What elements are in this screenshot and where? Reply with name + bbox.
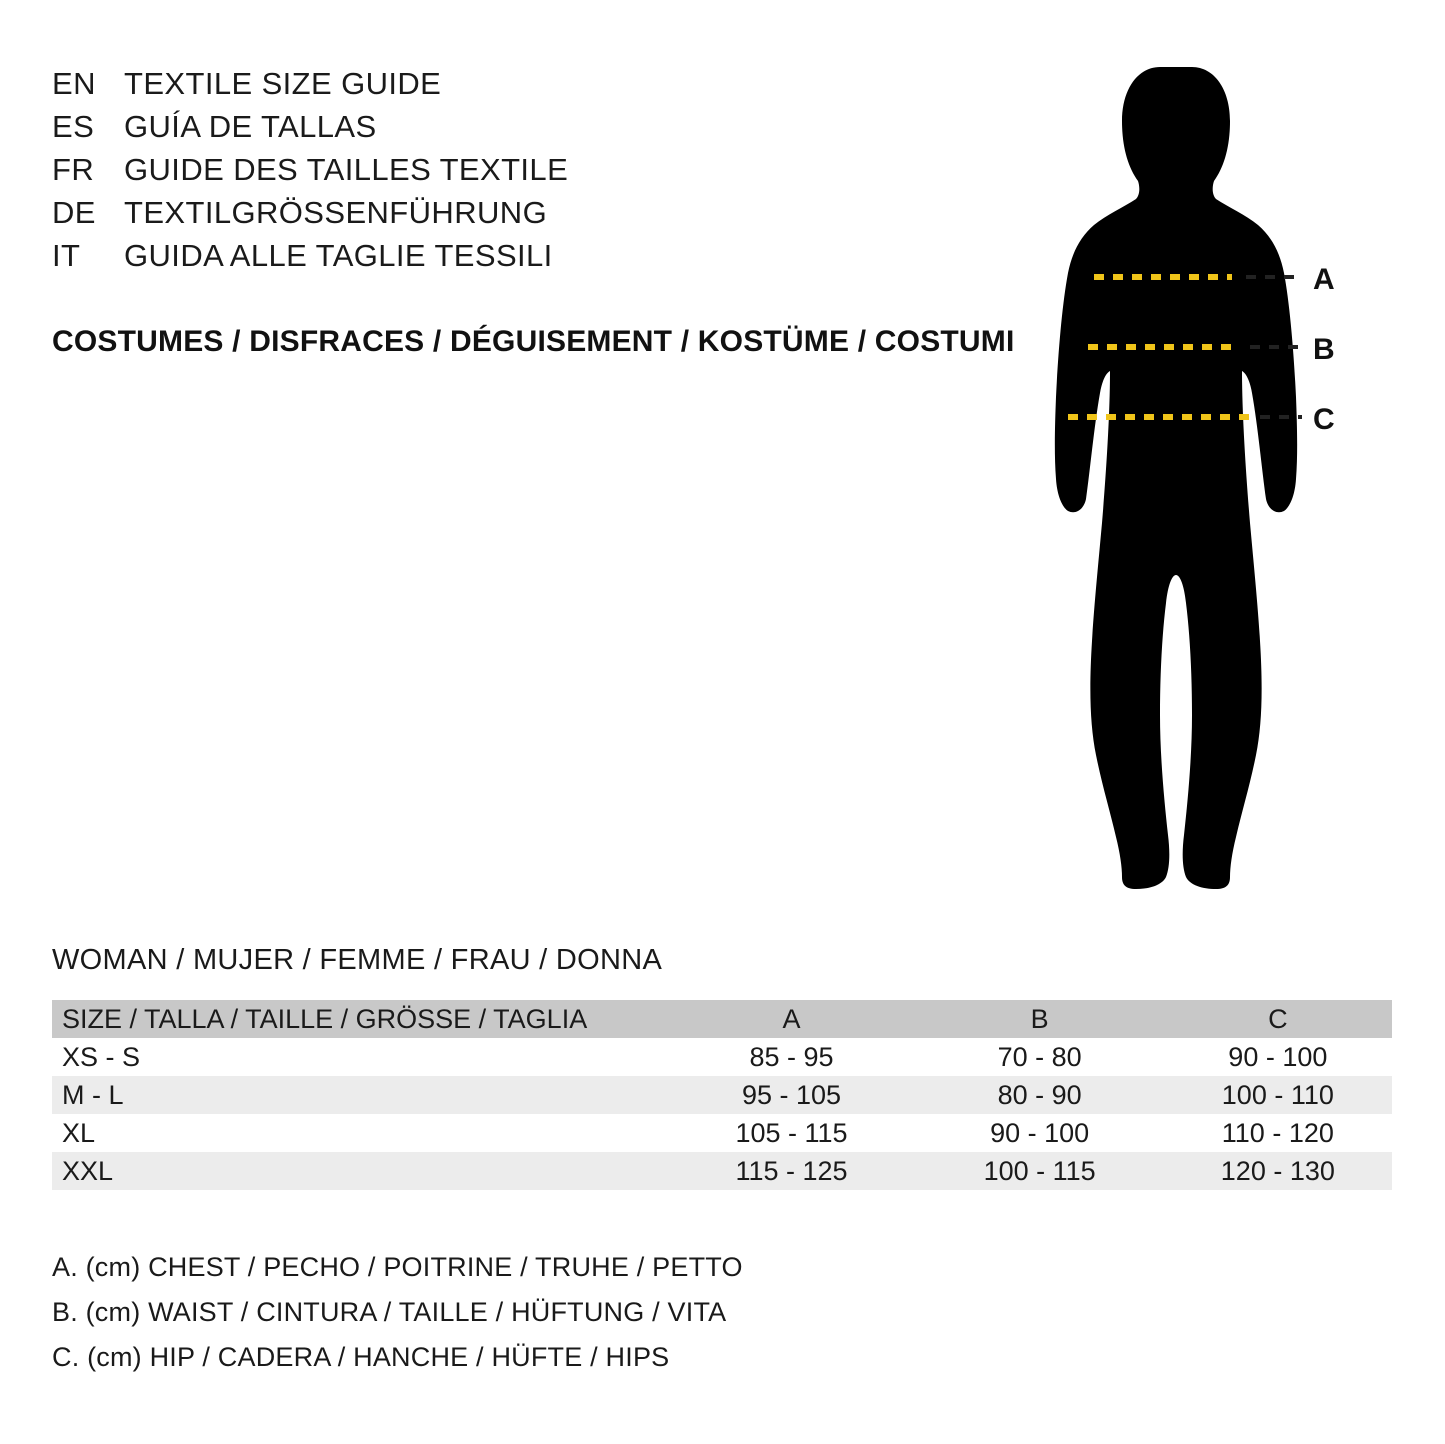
cell-size: XL [62, 1117, 96, 1148]
language-row [52, 191, 972, 234]
language-code: FR [52, 152, 95, 187]
language-row [52, 105, 972, 148]
language-row [52, 148, 972, 191]
cell-c: 120 - 130 [1220, 1155, 1335, 1186]
language-code: DE [52, 195, 96, 230]
language-title: TEXTILE SIZE GUIDE [124, 66, 442, 101]
cell-c: 110 - 120 [1221, 1117, 1334, 1148]
language-code: IT [52, 238, 81, 273]
cell-size: M - L [62, 1079, 124, 1110]
marker-label-a: A [1313, 263, 1335, 296]
column-header-size: SIZE / TALLA / TAILLE / GRÖSSE / TAGLIA [62, 1003, 588, 1034]
size-table [52, 1000, 1392, 1190]
table-title: WOMAN / MUJER / FEMME / FRAU / DONNA [52, 944, 663, 976]
measurement-notes [52, 1245, 952, 1380]
cell-b: 90 - 100 [990, 1117, 1090, 1148]
cell-size: XS - S [62, 1041, 141, 1072]
language-code: ES [52, 109, 95, 144]
cell-size: XXL [62, 1155, 114, 1186]
language-title: GUIDA ALLE TAGLIE TESSILI [124, 238, 553, 273]
table-row [52, 1152, 1392, 1190]
language-title-list [52, 62, 972, 277]
table-row [52, 1038, 1392, 1076]
cell-b: 70 - 80 [997, 1041, 1082, 1072]
table-header-row [52, 1000, 1392, 1038]
language-title: TEXTILGRÖSSENFÜHRUNG [124, 195, 548, 230]
language-row [52, 234, 972, 277]
column-header-b: B [1030, 1003, 1049, 1034]
cell-b: 80 - 90 [997, 1079, 1082, 1110]
cell-a: 115 - 125 [735, 1155, 848, 1186]
column-header-c: C [1268, 1003, 1288, 1034]
cell-a: 95 - 105 [741, 1079, 842, 1110]
note-hip: C. (cm) HIP / CADERA / HANCHE / HÜFTE / HIPS [52, 1342, 670, 1372]
figure-area [1010, 55, 1410, 895]
cell-c: 90 - 100 [1228, 1041, 1328, 1072]
cell-a: 85 - 95 [749, 1041, 834, 1072]
language-code: EN [52, 66, 96, 101]
column-header-a: A [782, 1003, 801, 1034]
language-title: GUIDE DES TAILLES TEXTILE [124, 152, 569, 187]
costumes-subtitle: COSTUMES / DISFRACES / DÉGUISEMENT / KOSTÜME / COSTUMI [52, 325, 1015, 358]
marker-label-b: B [1313, 333, 1335, 366]
language-row [52, 62, 972, 105]
note-waist: B. (cm) WAIST / CINTURA / TAILLE / HÜFTUNG / VITA [52, 1297, 727, 1327]
marker-label-c: C [1313, 403, 1335, 436]
cell-b: 100 - 115 [983, 1155, 1096, 1186]
cell-c: 100 - 110 [1221, 1079, 1334, 1110]
table-row [52, 1076, 1392, 1114]
table-row [52, 1114, 1392, 1152]
woman-silhouette-icon [1010, 55, 1410, 895]
cell-a: 105 - 115 [735, 1117, 848, 1148]
language-title: GUÍA DE TALLAS [124, 109, 377, 144]
note-chest: A. (cm) CHEST / PECHO / POITRINE / TRUHE / PETTO [52, 1252, 743, 1282]
